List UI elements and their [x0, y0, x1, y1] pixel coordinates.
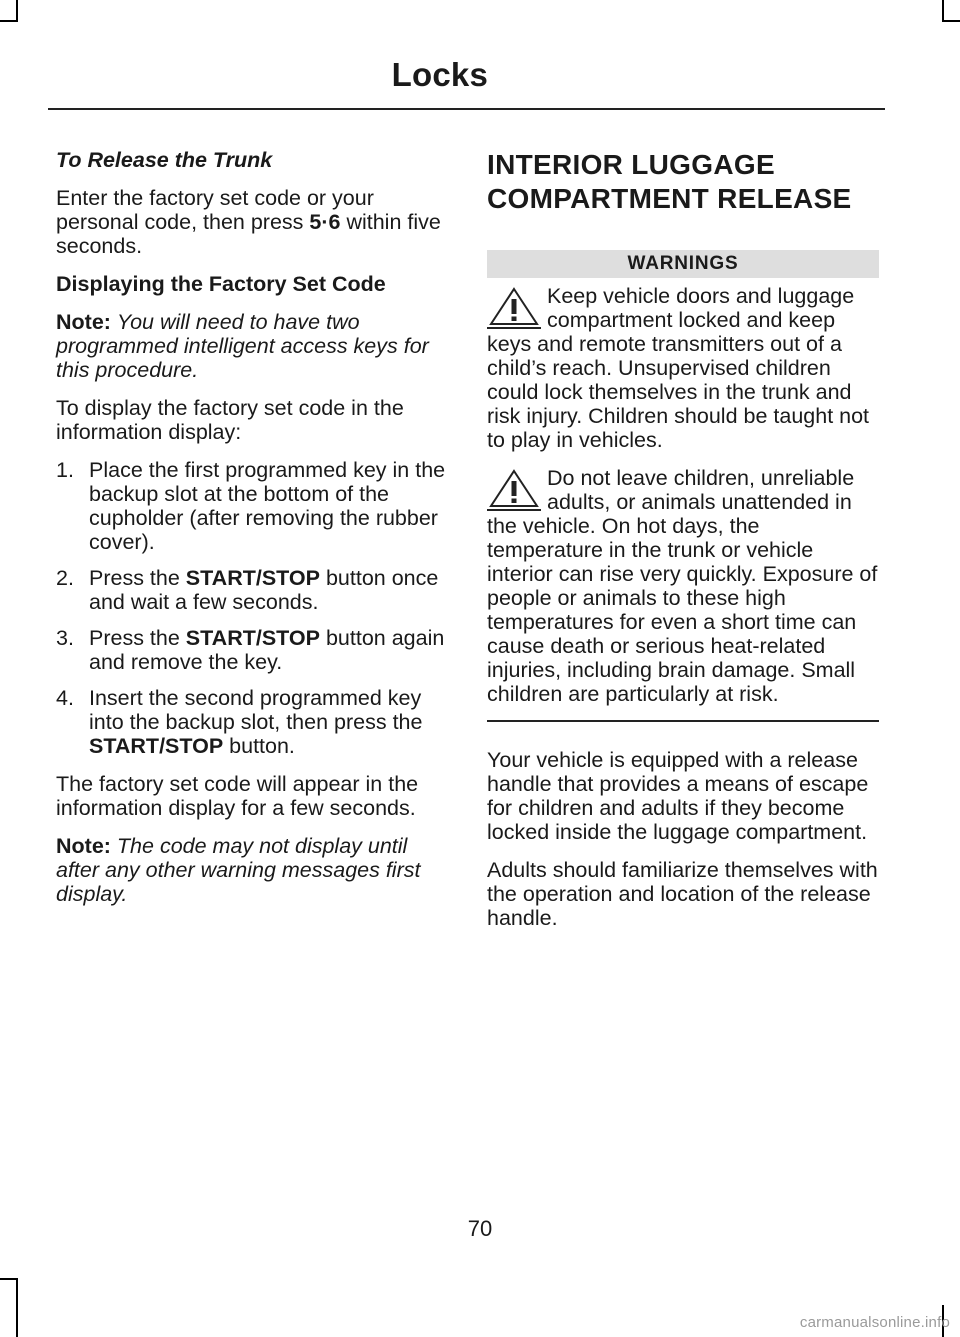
- page-number: 70: [467, 1216, 493, 1241]
- list-item: 3. Press the START/STOP button again and remove the key.: [56, 626, 445, 674]
- release-handle-paragraph: Your vehicle is equipped with a release handle that provides a means of escape for children and adults if they become locked inside the luggage compartment.: [487, 748, 869, 844]
- warning-item: Keep vehicle doors and luggage compartment locked and keep keys and remote transmitters out of a child’s reach. Unsupervised children could lock themselves in the trunk and risk injury. Children should be taught not to play in vehicles.: [487, 284, 870, 452]
- familiarize-paragraph: Adults should familiarize themselves with the operation and location of the release handle.: [487, 858, 878, 930]
- display-intro: To display the factory set code in the information display:: [56, 396, 404, 444]
- crop-mark: [942, 20, 960, 22]
- display-heading: Displaying the Factory Set Code: [56, 272, 386, 296]
- warning-triangle-icon: [487, 286, 541, 330]
- section-title: INTERIOR LUGGAGE COMPARTMENT RELEASE: [487, 149, 852, 214]
- footer-watermark: carmanualsonline.info: [799, 1314, 950, 1331]
- warnings-end-rule: [487, 720, 879, 722]
- release-heading: To Release the Trunk: [56, 148, 273, 172]
- list-item: 4. Insert the second programmed key into the backup slot, then press the START/STOP button.: [56, 686, 423, 758]
- list-item: 1. Place the first programmed key in the backup slot at the bottom of the cupholder (after removing the rubber cover).: [56, 458, 446, 554]
- note-access-keys: Note: You will need to have two programmed intelligent access keys for this procedure.: [56, 310, 429, 382]
- list-item: 2. Press the START/STOP button once and wait a few seconds.: [56, 566, 439, 614]
- crop-mark: [0, 20, 18, 22]
- crop-mark: [0, 1278, 18, 1280]
- release-paragraph: Enter the factory set code or your personal code, then press 5·6 within five seconds.: [56, 186, 441, 258]
- warnings-header: WARNINGS: [487, 250, 879, 278]
- crop-mark: [16, 1278, 18, 1337]
- crop-mark: [942, 0, 944, 22]
- warning-triangle-icon: [487, 468, 541, 512]
- left-column: [56, 148, 448, 920]
- note-code-display: Note: The code may not display until after any other warning messages first display.: [56, 834, 421, 906]
- right-column: [487, 148, 879, 944]
- header-divider: [48, 108, 885, 110]
- crop-mark: [16, 0, 18, 22]
- steps-list: [56, 458, 448, 758]
- warning-item: Do not leave children, unreliable adults, or animals unattended in the vehicle. On hot days, the temperature in the trunk or vehicle interior can rise very quickly. Exposure of people or animals to these high temperatures for even a short time can cause death or serious heat-related injuries, including brain damage. Small children are particularly at risk.: [487, 466, 878, 706]
- result-paragraph: The factory set code will appear in the information display for a few seconds.: [56, 772, 419, 820]
